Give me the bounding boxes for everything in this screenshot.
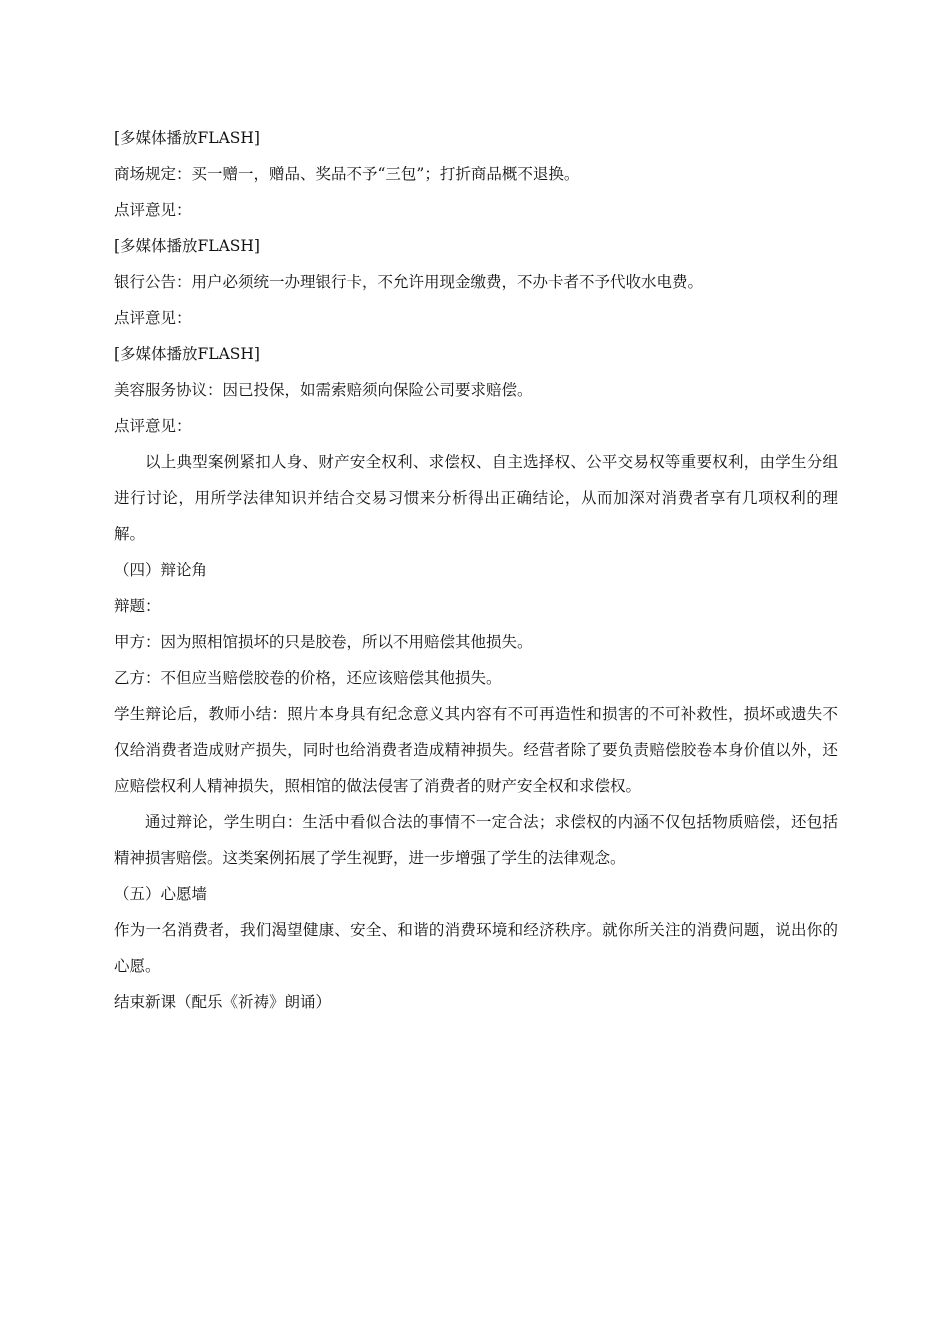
media-note-1: [多媒体播放FLASH] [114, 129, 260, 147]
comment-label-1: 点评意见： [114, 201, 192, 219]
case-beauty-agreement: 美容服务协议：因已投保，如需索赔须向保险公司要求赔偿。 [114, 381, 533, 399]
media-note-3: [多媒体播放FLASH] [114, 345, 260, 363]
comment-label-3: 点评意见： [114, 417, 192, 435]
document-page [114, 120, 838, 1020]
section-heading-wish-wall: （五）心愿墙 [114, 885, 208, 903]
wish-wall-paragraph: 作为一名消费者，我们渴望健康、安全、和谐的消费环境和经济秩序。就你所关注的消费问题，说出你的心愿。 [114, 921, 838, 975]
media-note-2: [多媒体播放FLASH] [114, 237, 260, 255]
debate-side-b: 乙方：不但应当赔偿胶卷的价格，还应该赔偿其他损失。 [114, 669, 502, 687]
case-mall-rule: 商场规定：买一赠一，赠品、奖品不予“三包”；打折商品概不退换。 [114, 165, 580, 183]
comment-label-2: 点评意见： [114, 309, 192, 327]
case-summary-paragraph: 以上典型案例紧扣人身、财产安全权利、求偿权、自主选择权、公平交易权等重要权利，由学生分组进行讨论，用所学法律知识并结合交易习惯来分析得出正确结论，从而加深对消费者享有几项权利的理解。 [114, 453, 838, 543]
teacher-summary-paragraph: 学生辩论后，教师小结：照片本身具有纪念意义其内容有不可再造性和损害的不可补救性，损坏或遗失不仅给消费者造成财产损失，同时也给消费者造成精神损失。经营者除了要负责赔偿胶卷本身价值以外，还应赔偿权利人精神损失，照相馆的做法侵害了消费者的财产安全权和求偿权。 [114, 705, 838, 795]
case-bank-notice: 银行公告：用户必须统一办理银行卡，不允许用现金缴费，不办卡者不予代收水电费。 [114, 273, 704, 291]
section-heading-debate: （四）辩论角 [114, 561, 208, 579]
debate-side-a: 甲方：因为照相馆损坏的只是胶卷，所以不用赔偿其他损失。 [114, 633, 533, 651]
debate-topic-label: 辩题： [114, 597, 161, 615]
debate-conclusion-paragraph: 通过辩论，学生明白：生活中看似合法的事情不一定合法；求偿权的内涵不仅包括物质赔偿，还包括精神损害赔偿。这类案例拓展了学生视野，进一步增强了学生的法律观念。 [114, 813, 838, 867]
lesson-closing: 结束新课（配乐《祈祷》朗诵） [114, 993, 332, 1011]
